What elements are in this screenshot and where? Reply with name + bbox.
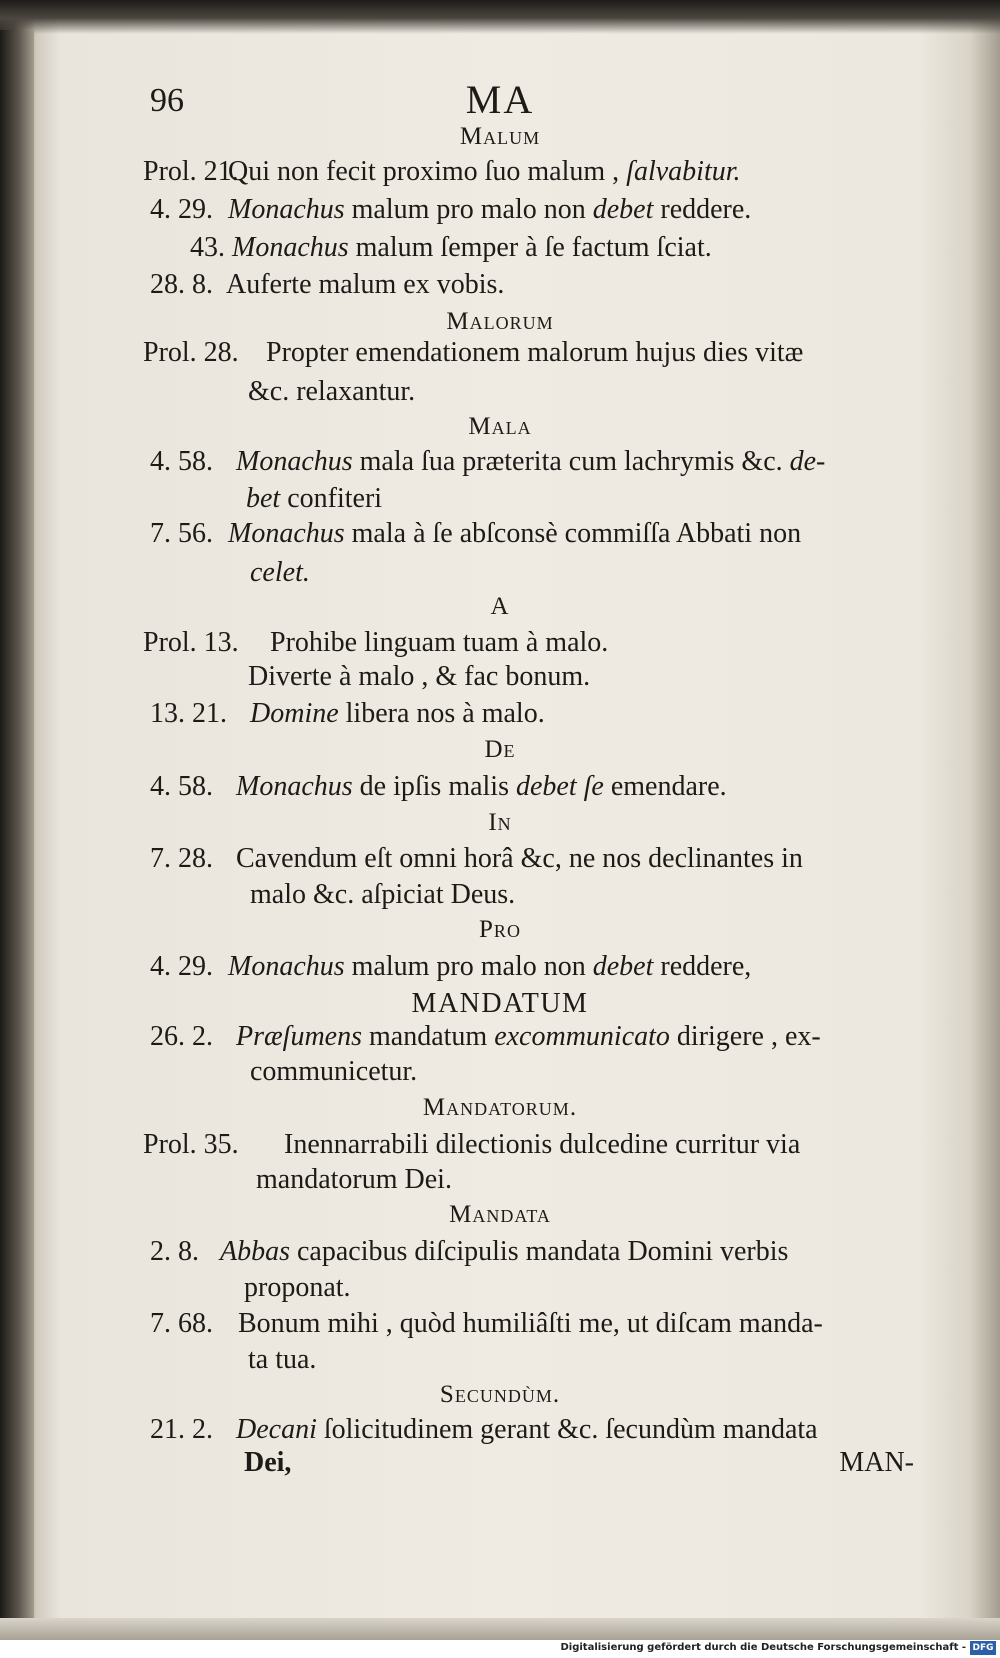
text-run: Inennarrabili dilectionis dulcedine curritur via (284, 1129, 801, 1160)
italic-term: Monachus (232, 232, 349, 263)
entry-reference: Prol. 21. (143, 156, 239, 187)
text-run: ſolicitudinem gerant &c. ſecundùm mandata (316, 1414, 818, 1445)
entry-text (220, 1235, 788, 1269)
entry-text (236, 1020, 821, 1054)
italic-term: Monachus (236, 446, 353, 477)
entry-reference: 4. 29. (150, 951, 213, 982)
index-heading: De (484, 736, 516, 763)
text-run: reddere. (653, 194, 752, 225)
text-run: malum pro malo non (344, 951, 593, 982)
text-run: mala ſua præterita cum lachrymis &c. (352, 446, 790, 477)
entry-reference: 43. (190, 232, 225, 263)
italic-term: Decani (236, 1414, 317, 1445)
text-run: mandatorum Dei. (256, 1164, 452, 1195)
entry-text (228, 155, 741, 189)
entry-text (226, 268, 504, 302)
entry-text (228, 517, 801, 551)
index-heading: In (488, 809, 512, 836)
entry-text (270, 626, 608, 660)
text-run: mala à ſe abſconsè commiſſa Abbati non (344, 518, 802, 549)
index-heading: Mandatorum. (422, 1094, 578, 1121)
running-head: MA (465, 77, 535, 122)
catchword: MAN- (839, 1447, 914, 1478)
entry-continuation (250, 556, 310, 590)
index-heading: MANDATUM (411, 988, 589, 1019)
entry-reference: 7. 56. (150, 518, 213, 549)
entry-reference: Prol. 28. (143, 337, 239, 368)
entry-reference: 7. 68. (150, 1308, 213, 1339)
entry-continuation (244, 1271, 351, 1305)
text-run: malum ſemper à ſe factum ſciat. (348, 232, 712, 263)
italic-term: Monachus (228, 194, 345, 225)
index-heading: Secundùm. (439, 1381, 561, 1408)
entry-text (236, 1413, 818, 1447)
dfg-logo: DFG (970, 1641, 996, 1655)
entry-reference: 13. 21. (150, 698, 227, 729)
text-run: &c. relaxantur. (248, 376, 416, 407)
entry-reference: Prol. 13. (143, 627, 239, 658)
entry-text (266, 336, 803, 370)
text-run: Propter emendationem malorum hujus dies vitæ (266, 337, 804, 368)
italic-term: debet (592, 951, 654, 982)
italic-term: Monachus (228, 951, 345, 982)
italic-term: Monachus (228, 518, 345, 549)
text-run: ta tua. (248, 1344, 317, 1375)
text-run: de ipſis malis (352, 771, 516, 802)
italic-term: debet (592, 194, 654, 225)
entry-continuation (248, 1343, 316, 1377)
entry-text (228, 193, 751, 227)
text-run: dirigere , ex- (669, 1021, 821, 1052)
italic-term: Domine (250, 698, 339, 729)
entry-continuation (248, 660, 590, 694)
italic-term: ſalvabitur. (626, 156, 741, 187)
italic-term: Monachus (236, 771, 353, 802)
index-heading: Mala (468, 413, 532, 440)
text-run: Auferte malum ex vobis. (226, 269, 505, 300)
entry-continuation: Dei, (244, 1447, 292, 1478)
entry-text (236, 842, 803, 876)
entry-reference: 4. 58. (150, 771, 213, 802)
entry-reference: 4. 29. (150, 194, 213, 225)
text-run: emendare. (603, 771, 727, 802)
italic-term: Abbas (220, 1236, 290, 1267)
text-run: Diverte à malo , & fac bonum. (248, 661, 591, 692)
entry-text (236, 445, 825, 479)
page-number: 96 (150, 82, 184, 119)
entry-text (228, 950, 751, 984)
text-run: Qui non fecit proximo ſuo malum , (228, 156, 627, 187)
entry-reference: 26. 2. (150, 1021, 213, 1052)
text-run: malo &c. aſpiciat Deus. (250, 879, 516, 910)
digitization-footer (0, 1640, 1000, 1658)
entry-continuation (256, 1163, 452, 1197)
entry-text (250, 697, 545, 731)
italic-term: de- (789, 446, 826, 477)
text-run: malum pro malo non (344, 194, 593, 225)
entry-continuation (248, 375, 415, 409)
text-run: confiteri (280, 483, 383, 514)
entry-reference: 4. 58. (150, 446, 213, 477)
italic-term: Præſumens (236, 1021, 362, 1052)
index-heading: Mandata (449, 1201, 551, 1228)
index-heading: A (490, 593, 510, 620)
text-run: libera nos à malo. (338, 698, 545, 729)
entry-reference: 2. 8. (150, 1236, 199, 1267)
entry-text (238, 1307, 823, 1341)
entry-text (232, 231, 712, 265)
index-heading: Pro (479, 916, 521, 943)
entry-reference: 21. 2. (150, 1414, 213, 1445)
text-run: Cavendum eſt omni horâ &c, ne nos declinantes in (236, 843, 803, 874)
entry-continuation (250, 878, 515, 912)
italic-term: celet. (250, 557, 310, 588)
entry-reference: 7. 28. (150, 843, 213, 874)
entry-text (236, 770, 727, 804)
italic-term: bet (246, 483, 281, 514)
entry-reference: Prol. 35. (143, 1129, 239, 1160)
text-run: mandatum (362, 1021, 495, 1052)
text-run: communicetur. (250, 1056, 418, 1087)
text-run: capacibus diſcipulis mandata Domini verbis (290, 1236, 789, 1267)
index-heading: Malum (459, 123, 541, 150)
entry-text (284, 1128, 800, 1162)
entry-continuation (250, 1055, 417, 1089)
text-run: Bonum mihi , quòd humiliâſti me, ut diſcam manda- (238, 1308, 823, 1339)
entry-continuation (246, 482, 382, 516)
italic-term: debet ſe (515, 771, 604, 802)
entry-reference: 28. 8. (150, 269, 213, 300)
text-run: reddere, (653, 951, 752, 982)
text-run: Prohibe linguam tuam à malo. (270, 627, 609, 658)
italic-term: excommunicato (494, 1021, 670, 1052)
text-run: proponat. (244, 1272, 351, 1303)
index-heading: Malorum (446, 308, 554, 335)
funding-credit: Digitalisierung gefördert durch die Deutsche Forschungsgemeinschaft - (560, 1642, 966, 1653)
